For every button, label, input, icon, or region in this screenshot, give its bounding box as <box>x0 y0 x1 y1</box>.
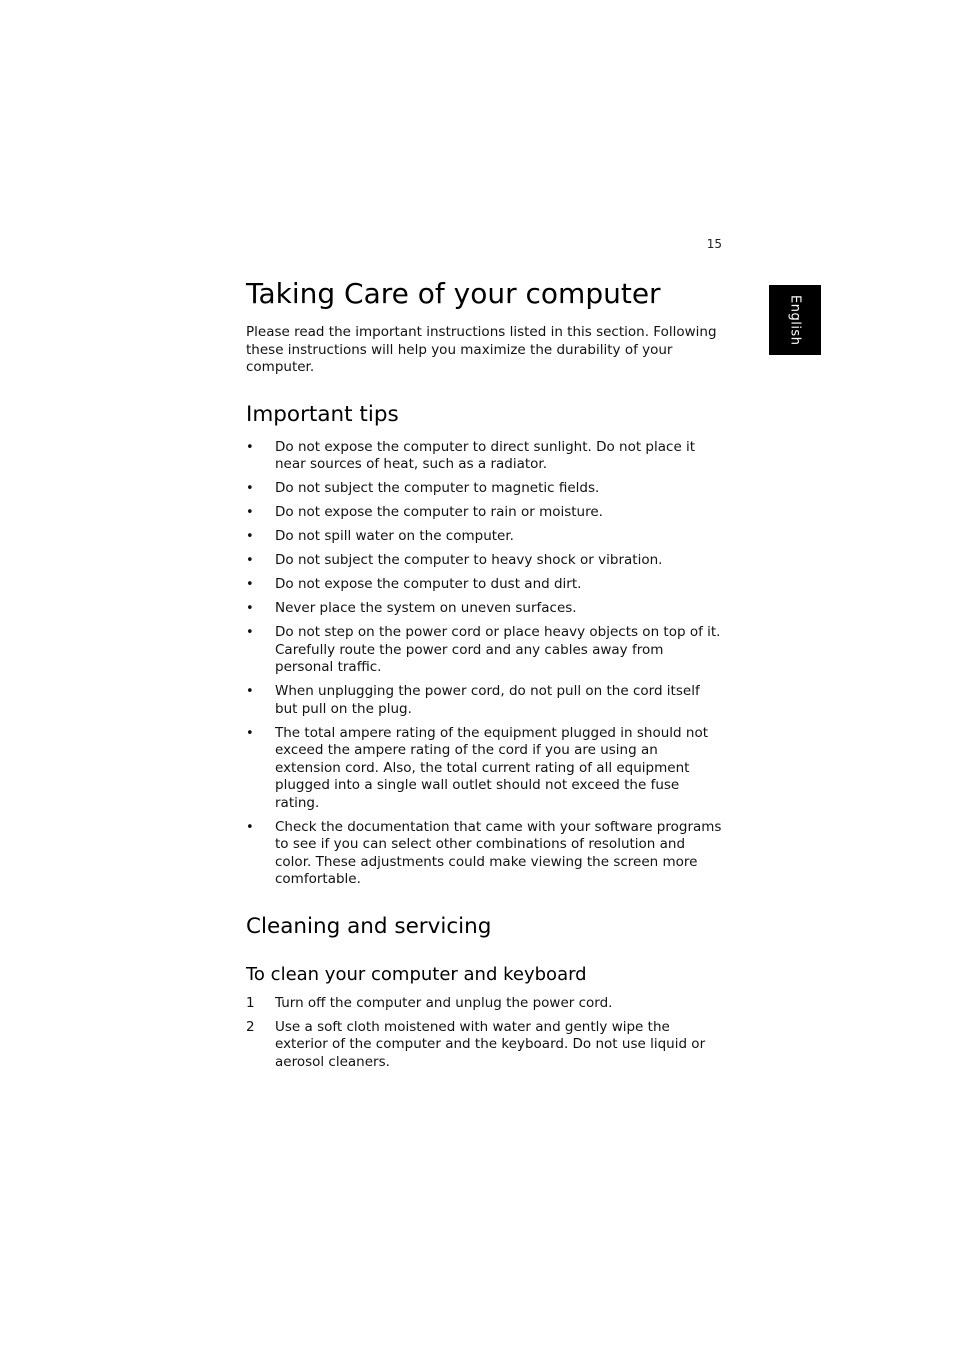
important-tips-heading: Important tips <box>246 401 399 427</box>
bullet-icon: • <box>246 481 254 496</box>
list-item-text: Do not expose the computer to rain or moisture. <box>275 504 603 520</box>
list-item-text: Do not step on the power cord or place heavy objects on top of it. Carefully route the power cord and any cables away from personal traffic. <box>275 624 721 675</box>
page-title: Taking Care of your computer <box>246 277 661 310</box>
intro-paragraph: Please read the important instructions listed in this section. Following these instructions will help you maximize the durability of your computer. <box>246 324 717 375</box>
bullet-icon: • <box>246 553 254 568</box>
list-item-text: When unplugging the power cord, do not pull on the cord itself but pull on the plug. <box>275 683 700 717</box>
list-item-text: The total ampere rating of the equipment plugged in should not exceed the ampere rating of the cord if you are using an extension cord. Also, the total current rating of all equipment plugged into a single wall outlet should not exceed the fuse rating. <box>275 724 708 811</box>
bullet-icon: • <box>246 625 254 640</box>
list-item <box>246 552 724 570</box>
list-item <box>246 480 724 498</box>
bullet-icon: • <box>246 684 254 699</box>
list-item <box>246 1019 724 1072</box>
list-item <box>246 819 724 889</box>
list-item <box>246 725 724 813</box>
cleaning-subheading: To clean your computer and keyboard <box>246 963 587 985</box>
list-item <box>246 576 724 594</box>
cleaning-steps-list <box>246 995 724 1072</box>
list-item-text: Never place the system on uneven surfaces. <box>275 600 577 616</box>
language-tab <box>769 285 821 355</box>
list-item-text: Do not expose the computer to direct sunlight. Do not place it near sources of heat, such as a radiator. <box>275 438 696 472</box>
bullet-icon: • <box>246 577 254 592</box>
list-item <box>246 624 724 677</box>
list-item-text: Do not subject the computer to heavy shock or vibration. <box>275 552 663 568</box>
step-text: Use a soft cloth moistened with water and gently wipe the exterior of the computer and the keyboard. Do not use liquid or aerosol cleaners. <box>275 1018 706 1070</box>
list-item <box>246 439 724 474</box>
list-item <box>246 528 724 546</box>
list-item <box>246 995 724 1013</box>
step-text: Turn off the computer and unplug the power cord. <box>275 994 613 1011</box>
bullet-icon: • <box>246 601 254 616</box>
list-item <box>246 600 724 618</box>
bullet-icon: • <box>246 725 254 741</box>
page-content <box>246 276 724 1078</box>
cleaning-heading: Cleaning and servicing <box>246 913 492 939</box>
language-tab-label: English <box>787 294 803 346</box>
list-item-text: Do not expose the computer to dust and dirt. <box>275 576 582 592</box>
page-number: 15 <box>706 237 722 251</box>
list-item-text: Check the documentation that came with your software programs to see if you can select other combinations of resolution and color. These adjustments could make viewing the screen more comfortable. <box>275 818 722 887</box>
bullet-icon: • <box>246 505 254 520</box>
list-item-text: Do not subject the computer to magnetic fields. <box>275 480 600 496</box>
list-item <box>246 683 724 718</box>
bullet-icon: • <box>246 439 254 455</box>
step-number: 2 <box>246 1018 255 1035</box>
bullet-icon: • <box>246 529 254 544</box>
step-number: 1 <box>246 994 255 1011</box>
list-item <box>246 504 724 522</box>
list-item-text: Do not spill water on the computer. <box>275 528 514 544</box>
bullet-icon: • <box>246 819 254 835</box>
important-tips-list <box>246 439 724 889</box>
